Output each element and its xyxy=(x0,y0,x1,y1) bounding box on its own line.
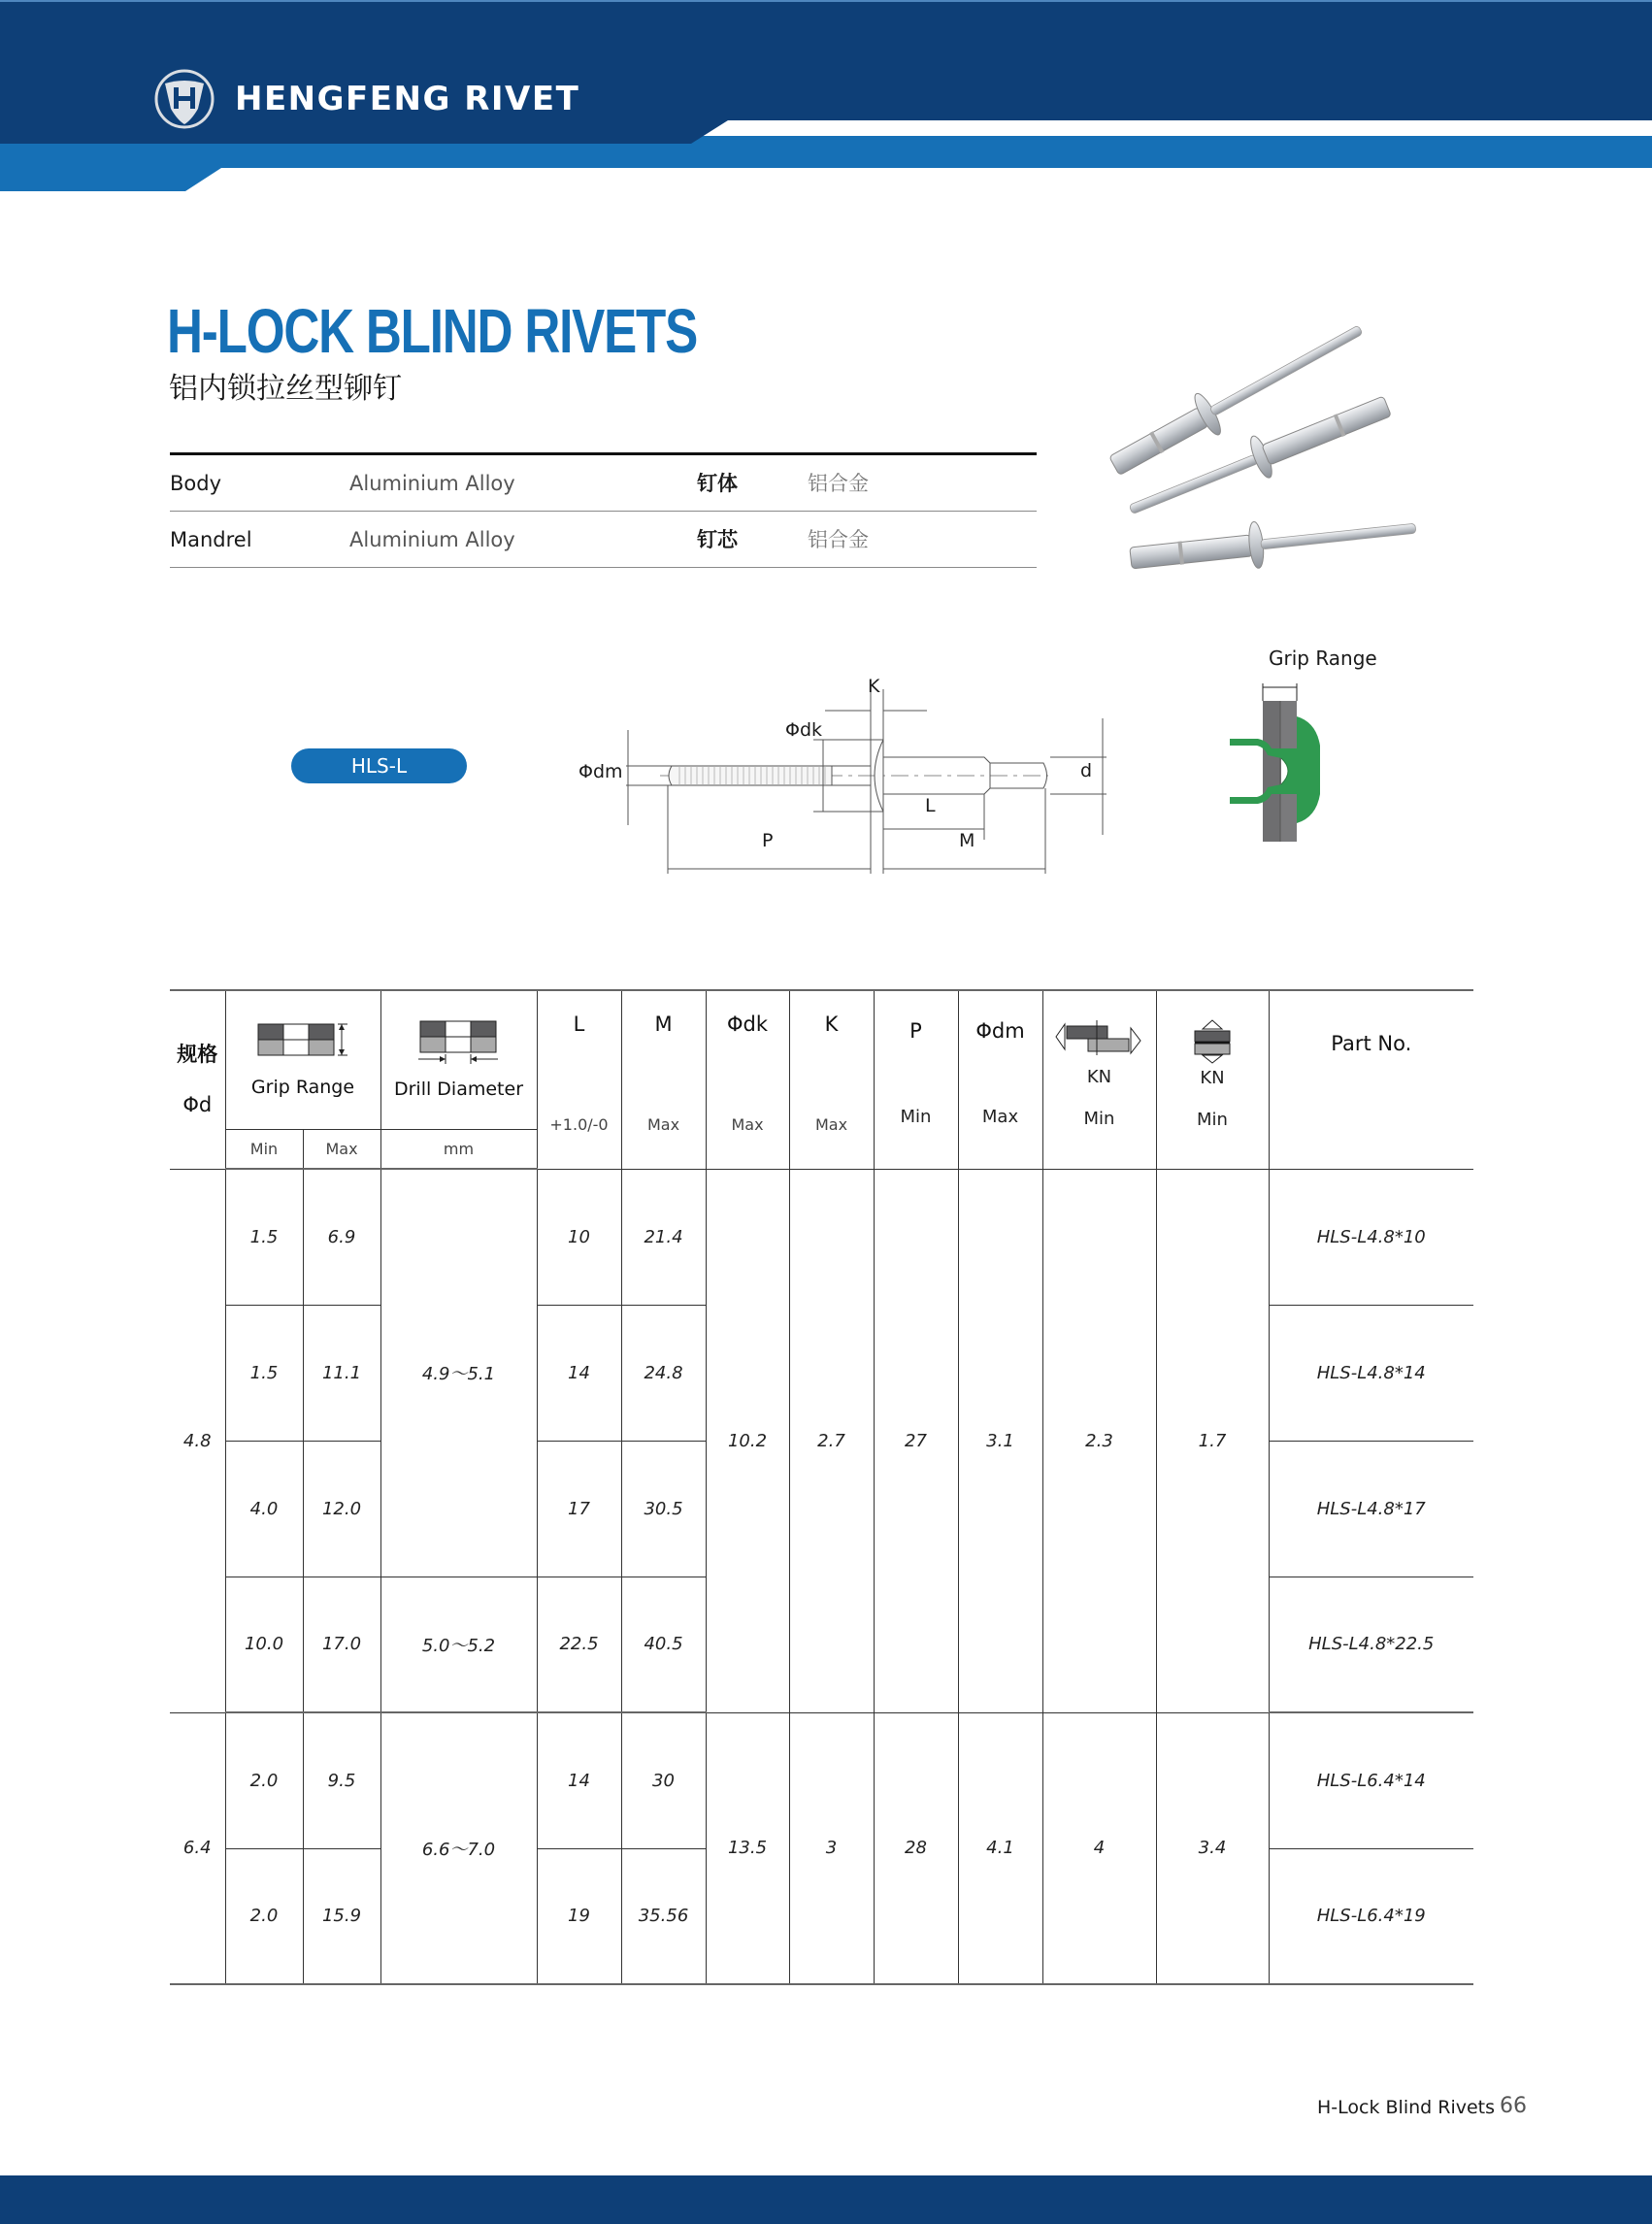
header-spec-cn: 规格 xyxy=(177,1043,218,1067)
header-dk-sub: Max xyxy=(731,1114,764,1134)
dim-label-k: K xyxy=(868,676,880,697)
cell-m: 24.8 xyxy=(621,1305,706,1441)
cell-dm: 4.1 xyxy=(958,1712,1042,1984)
material-value-cn: 铝合金 xyxy=(808,528,869,551)
header-dm-label: Φdm xyxy=(975,1018,1025,1043)
header-tensile xyxy=(1156,990,1269,1169)
logo-icon xyxy=(156,71,213,127)
header-p-label: P xyxy=(909,1018,922,1043)
header-m-label: M xyxy=(654,1012,673,1036)
cell-drill: 4.9～5.1 xyxy=(380,1169,537,1577)
header-shear-sub: Min xyxy=(1083,1109,1115,1130)
page-number: 66 xyxy=(1500,2094,1527,2118)
header-tensile-sub: Min xyxy=(1197,1110,1228,1131)
material-value-cn: 铝合金 xyxy=(808,472,869,495)
cell-tensile: 3.4 xyxy=(1156,1712,1269,1984)
header-light-band xyxy=(0,136,1652,191)
header-m-sub: Max xyxy=(646,1114,680,1134)
cell-grip-max: 17.0 xyxy=(303,1577,380,1712)
header-grip-max: Max xyxy=(303,1129,380,1169)
rivet-image xyxy=(1122,385,1395,530)
rivet-dimension-drawing xyxy=(563,670,1126,874)
header-drill-unit: mm xyxy=(380,1129,537,1169)
cell-grip-max: 15.9 xyxy=(303,1848,380,1984)
table-row xyxy=(170,1712,1473,1848)
cell-d: 6.4 xyxy=(170,1712,225,1984)
dim-label-dk: Φdk xyxy=(785,719,823,741)
cell-part-no: HLS-L6.4*19 xyxy=(1269,1848,1473,1984)
product-photo xyxy=(1097,320,1437,582)
cell-tensile: 1.7 xyxy=(1156,1169,1269,1712)
cell-drill: 5.0～5.2 xyxy=(380,1577,537,1712)
cell-part-no: HLS-L4.8*10 xyxy=(1269,1169,1473,1305)
cell-shear: 2.3 xyxy=(1042,1169,1156,1712)
header-dark-band xyxy=(0,0,1652,144)
cell-dk: 10.2 xyxy=(706,1169,789,1712)
header-k-label: K xyxy=(824,1012,839,1036)
material-label-cn: 钉体 xyxy=(697,472,738,495)
header-l-label: L xyxy=(573,1012,585,1036)
cell-grip-min: 4.0 xyxy=(225,1441,303,1577)
grip-range-icon xyxy=(254,1021,351,1056)
header-k xyxy=(789,990,874,1169)
cell-dk: 13.5 xyxy=(706,1712,789,1984)
cell-m: 30.5 xyxy=(621,1441,706,1577)
cell-d: 4.8 xyxy=(170,1169,225,1712)
cell-l: 14 xyxy=(537,1712,621,1848)
cell-shear: 4 xyxy=(1042,1712,1156,1984)
dim-label-l: L xyxy=(925,795,936,816)
materials-row-body xyxy=(170,455,1037,512)
spec-table xyxy=(170,989,1473,1985)
grip-range-title: Grip Range xyxy=(1269,647,1377,670)
cell-grip-max: 6.9 xyxy=(303,1169,380,1305)
cell-l: 10 xyxy=(537,1169,621,1305)
drill-diameter-icon xyxy=(415,1019,503,1064)
cell-m: 21.4 xyxy=(621,1169,706,1305)
material-value: Aluminium Alloy xyxy=(349,472,515,495)
header-dm xyxy=(958,990,1042,1169)
header-drill-diameter xyxy=(380,990,537,1129)
dim-label-p: P xyxy=(762,830,774,851)
rivet-image xyxy=(1128,505,1417,581)
material-label: Mandrel xyxy=(170,528,252,551)
cell-part-no: HLS-L4.8*17 xyxy=(1269,1441,1473,1577)
header-dm-sub: Max xyxy=(981,1106,1019,1127)
cell-grip-max: 11.1 xyxy=(303,1305,380,1441)
cell-grip-min: 2.0 xyxy=(225,1712,303,1848)
material-label-cn: 钉芯 xyxy=(697,528,738,551)
cell-l: 22.5 xyxy=(537,1577,621,1712)
header-dk-label: Φdk xyxy=(726,1012,769,1036)
header-grip-range xyxy=(225,990,380,1129)
footer-bar xyxy=(0,2175,1652,2224)
table-row xyxy=(170,1169,1473,1305)
materials-row-mandrel xyxy=(170,512,1037,568)
cell-l: 14 xyxy=(537,1305,621,1441)
header-p xyxy=(874,990,958,1169)
cell-grip-min: 10.0 xyxy=(225,1577,303,1712)
header-grip-range-label: Grip Range xyxy=(250,1076,355,1098)
cell-part-no: HLS-L4.8*22.5 xyxy=(1269,1577,1473,1712)
cell-m: 30 xyxy=(621,1712,706,1848)
material-label: Body xyxy=(170,472,222,495)
cell-grip-min: 1.5 xyxy=(225,1169,303,1305)
grip-range-figure xyxy=(1223,680,1378,845)
header-part-no xyxy=(1269,990,1473,1169)
header-part-no-label: Part No. xyxy=(1331,1032,1412,1055)
header-tensile-unit: KN xyxy=(1200,1068,1225,1089)
cell-grip-min: 1.5 xyxy=(225,1305,303,1441)
header-k-sub: Max xyxy=(814,1114,848,1134)
cell-p: 27 xyxy=(874,1169,958,1712)
cell-k: 3 xyxy=(789,1712,874,1984)
cell-p: 28 xyxy=(874,1712,958,1984)
page-title: H-LOCK BLIND RIVETS xyxy=(167,296,698,366)
header-shear-unit: KN xyxy=(1086,1067,1112,1088)
shear-strength-icon xyxy=(1053,1020,1146,1055)
cell-m: 35.56 xyxy=(621,1848,706,1984)
cell-k: 2.7 xyxy=(789,1169,874,1712)
cell-grip-max: 9.5 xyxy=(303,1712,380,1848)
materials-table xyxy=(170,452,1037,568)
type-badge: HLS-L xyxy=(291,748,467,783)
material-value: Aluminium Alloy xyxy=(349,528,515,551)
page-subtitle-cn: 铝内锁拉丝型铆钉 xyxy=(169,372,402,406)
cell-grip-max: 12.0 xyxy=(303,1441,380,1577)
cell-grip-min: 2.0 xyxy=(225,1848,303,1984)
dim-label-dm: Φdm xyxy=(578,761,623,782)
header-m xyxy=(621,990,706,1169)
header-spec xyxy=(170,990,225,1169)
header-p-sub: Min xyxy=(900,1106,932,1127)
cell-l: 19 xyxy=(537,1848,621,1984)
header-spec-d: Φd xyxy=(182,1093,213,1117)
header-dk xyxy=(706,990,789,1169)
header-l-tolerance: +1.0/-0 xyxy=(549,1114,609,1134)
cell-part-no: HLS-L6.4*14 xyxy=(1269,1712,1473,1848)
header-drill-diameter-label: Drill Diameter xyxy=(393,1078,524,1100)
header-grip-min: Min xyxy=(225,1129,303,1169)
cell-m: 40.5 xyxy=(621,1577,706,1712)
cell-part-no: HLS-L4.8*14 xyxy=(1269,1305,1473,1441)
brand-name: HENGFENG RIVET xyxy=(235,80,580,118)
tensile-strength-icon xyxy=(1191,1019,1234,1064)
cell-l: 17 xyxy=(537,1441,621,1577)
dim-label-m: M xyxy=(959,830,975,851)
cell-drill: 6.6～7.0 xyxy=(380,1712,537,1984)
header-l xyxy=(537,990,621,1169)
cell-dm: 3.1 xyxy=(958,1169,1042,1712)
footer-label: H-Lock Blind Rivets xyxy=(1317,2097,1496,2118)
dim-label-d: d xyxy=(1080,760,1093,781)
header-shear xyxy=(1042,990,1156,1169)
